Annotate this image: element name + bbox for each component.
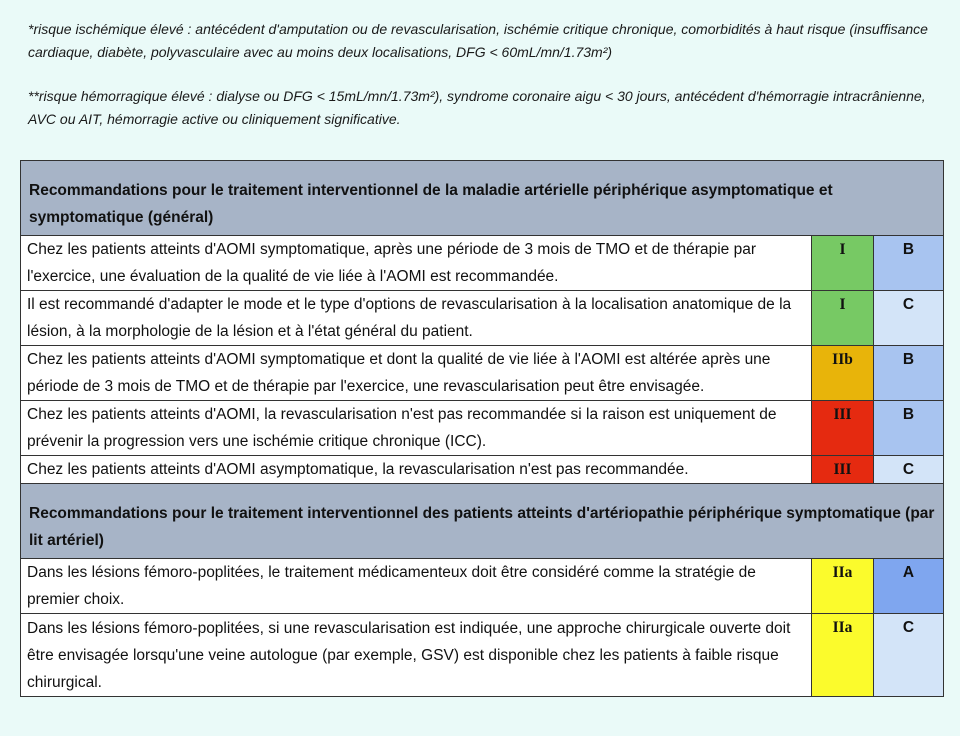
section-header	[21, 161, 944, 236]
recommendation-text: Dans les lésions fémoro-poplitées, le traitement médicamenteux doit être considéré comme la stratégie de premier choix.	[21, 559, 812, 614]
recommendation-text: Chez les patients atteints d'AOMI, la revascularisation n'est pas recommandée si la raison est uniquement de prévenir la progression vers une ischémie critique chronique (ICC).	[21, 401, 812, 456]
level-cell: C	[874, 614, 944, 697]
table-row	[21, 559, 944, 614]
class-cell: IIa	[812, 559, 874, 614]
table-row	[21, 291, 944, 346]
level-cell: A	[874, 559, 944, 614]
class-cell: III	[812, 456, 874, 484]
level-cell: B	[874, 346, 944, 401]
class-cell: I	[812, 291, 874, 346]
level-cell: B	[874, 236, 944, 291]
class-cell: III	[812, 401, 874, 456]
table-row	[21, 456, 944, 484]
level-cell: C	[874, 456, 944, 484]
recommendations-table	[20, 160, 944, 697]
section-title: Recommandations pour le traitement interventionnel des patients atteints d'artériopathie périphérique symptomatique (par lit artériel)	[21, 484, 944, 559]
table-row	[21, 401, 944, 456]
section-title: Recommandations pour le traitement interventionnel de la maladie artérielle périphérique asymptomatique et symptomatique (général)	[21, 161, 944, 236]
class-cell: IIa	[812, 614, 874, 697]
ischemic-risk-note: *risque ischémique élevé : antécédent d'amputation ou de revascularisation, ischémie critique chronique, comorbidités à haut risque (insuffisance cardiaque, diabète, polyvasculaire avec au moins deux localisations, DFG < 60mL/mn/1.73m²)	[28, 21, 928, 60]
table-row	[21, 346, 944, 401]
table-row	[21, 614, 944, 697]
recommendation-text: Chez les patients atteints d'AOMI asymptomatique, la revascularisation n'est pas recommandée.	[21, 456, 812, 484]
recommendation-text: Chez les patients atteints d'AOMI symptomatique et dont la qualité de vie liée à l'AOMI est altérée après une période de 3 mois de TMO et de thérapie par l'exercice, une revascularisation peut être envisagée.	[21, 346, 812, 401]
recommendation-text: Il est recommandé d'adapter le mode et le type d'options de revascularisation à la localisation anatomique de la lésion, à la morphologie de la lésion et à l'état général du patient.	[21, 291, 812, 346]
section-header	[21, 484, 944, 559]
recommendation-text: Chez les patients atteints d'AOMI symptomatique, après une période de 3 mois de TMO et de thérapie par l'exercice, une évaluation de la qualité de vie liée à l'AOMI est recommandée.	[21, 236, 812, 291]
table-row	[21, 236, 944, 291]
footnotes	[28, 18, 938, 152]
level-cell: B	[874, 401, 944, 456]
level-cell: C	[874, 291, 944, 346]
recommendation-text: Dans les lésions fémoro-poplitées, si une revascularisation est indiquée, une approche chirurgicale ouverte doit être envisagée lorsqu'une veine autologue (par exemple, GSV) est disponible chez les patients à faible risque chirurgical.	[21, 614, 812, 697]
class-cell: I	[812, 236, 874, 291]
hemorrhagic-risk-note: **risque hémorragique élevé : dialyse ou DFG < 15mL/mn/1.73m²), syndrome coronaire aigu < 30 jours, antécédent d'hémorragie intracrânienne, AVC ou AIT, hémorragie active ou cliniquement significative.	[28, 88, 926, 127]
class-cell: IIb	[812, 346, 874, 401]
